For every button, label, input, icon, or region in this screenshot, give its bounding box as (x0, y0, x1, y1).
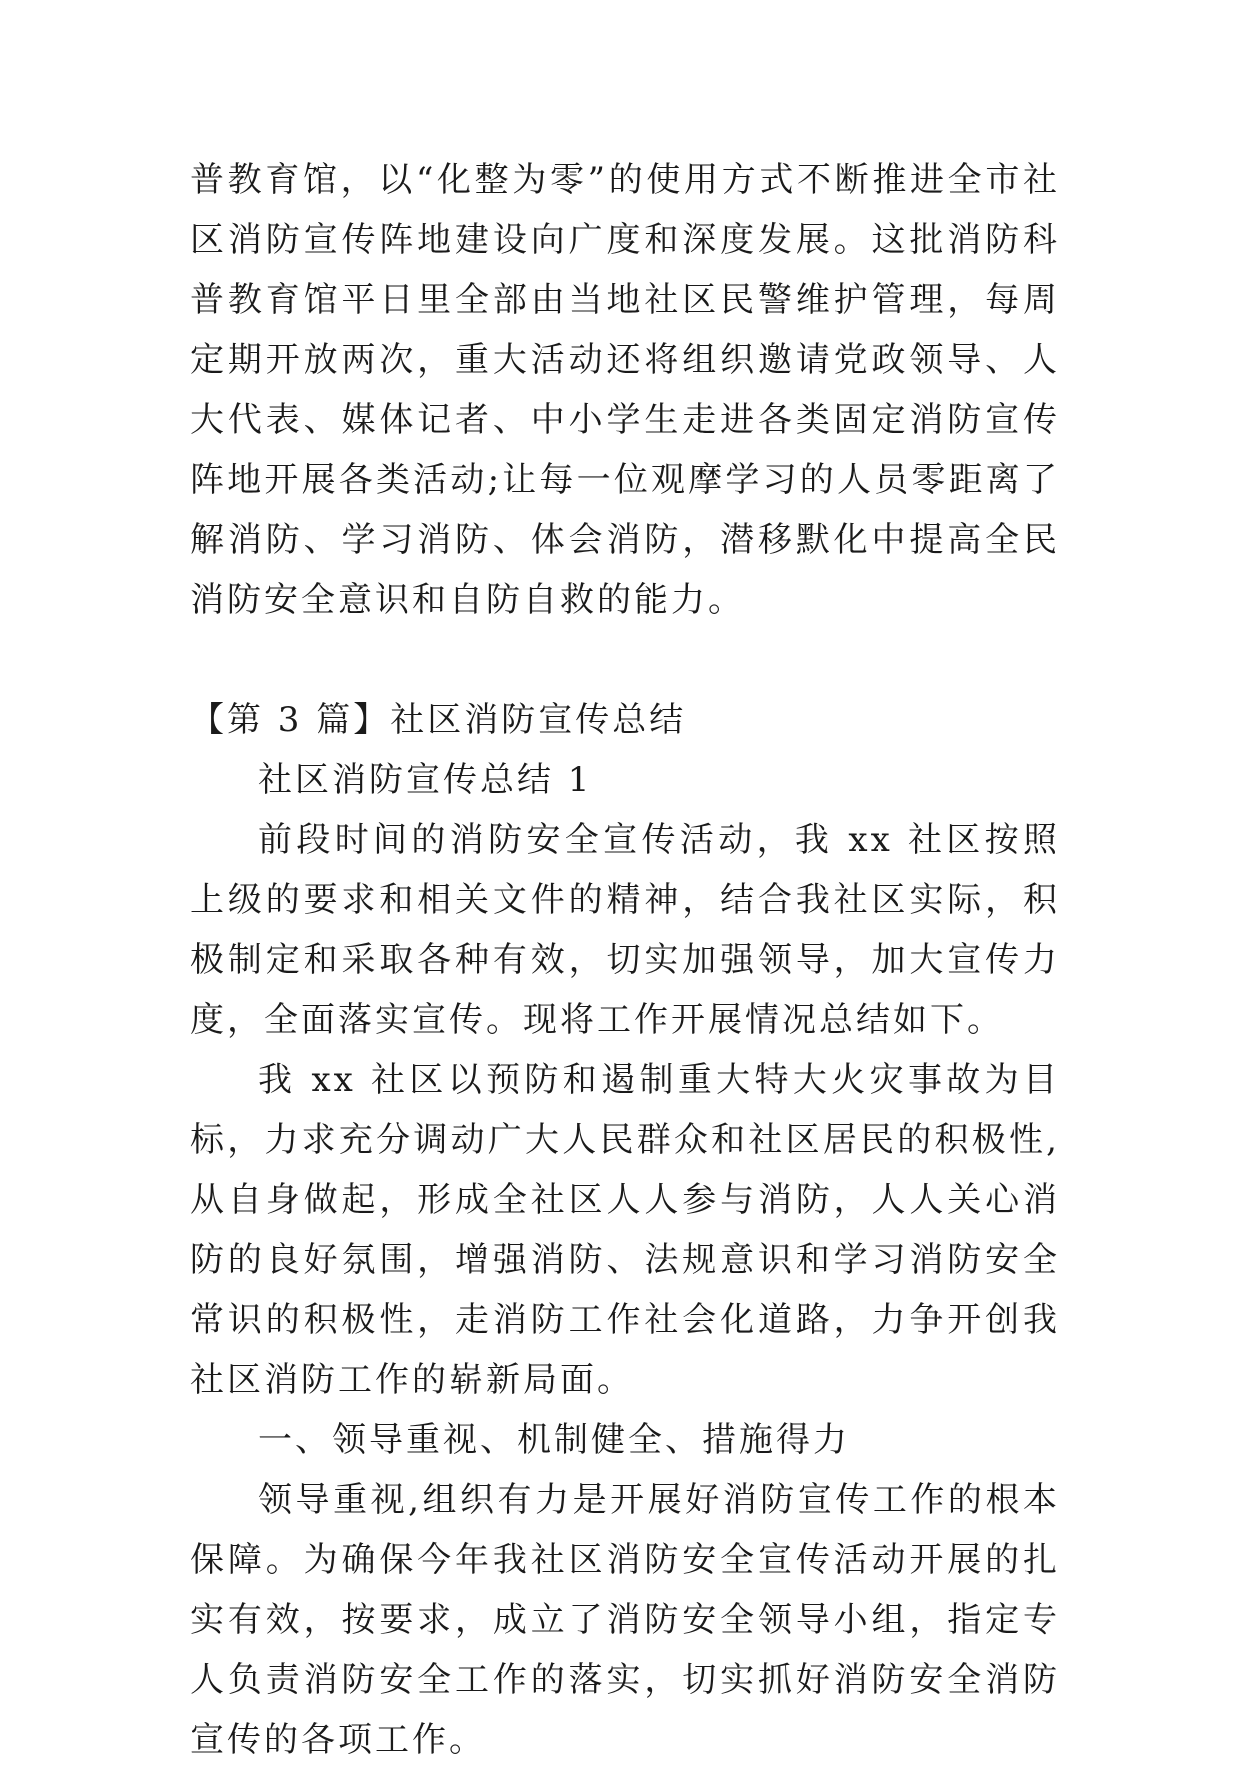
body-paragraph-1: 前段时间的消防安全宣传活动，我 xx 社区按照上级的要求和相关文件的精神，结合我社区实际，积极制定和采取各种有效，切实加强领导，加大宣传力度，全面落实宣传。现将工作开展情况总结如下。 (190, 820, 1060, 1040)
continued-paragraph: 普教育馆，以“化整为零”的使用方式不断推进全市社区消防宣传阵地建设向广度和深度发展。这批消防科普教育馆平日里全部由当地社区民警维护管理，每周定期开放两次，重大活动还将组织邀请党政领导、人大代表、媒体记者、中小学生走进各类固定消防宣传阵地开展各类活动;让每一位观摩学习的人员零距离了解消防、学习消防、体会消防，潜移默化中提高全民消防安全意识和自防自救的能力。 (190, 160, 1060, 620)
subheading-leadership: 一、领导重视、机制健全、措施得力 (258, 1420, 850, 1460)
body-paragraph-2: 我 xx 社区以预防和遏制重大特大火灾事故为目标，力求充分调动广大人民群众和社区居民的积极性,从自身做起，形成全社区人人参与消防，人人关心消防的良好氛围，增强消防、法规意识和学习消防安全常识的积极性，走消防工作社会化道路，力争开创我社区消防工作的崭新局面。 (190, 1060, 1060, 1400)
paragraph-gap (190, 630, 1060, 690)
document-body (190, 150, 1060, 1770)
section-subtitle: 社区消防宣传总结 1 (258, 760, 593, 800)
section-heading: 【第 3 篇】社区消防宣传总结 (190, 700, 687, 740)
body-paragraph-3: 领导重视,组织有力是开展好消防宣传工作的根本保障。为确保今年我社区消防安全宣传活动开展的扎实有效，按要求，成立了消防安全领导小组，指定专人负责消防安全工作的落实，切实抓好消防安全消防宣传的各项工作。 (190, 1480, 1060, 1760)
